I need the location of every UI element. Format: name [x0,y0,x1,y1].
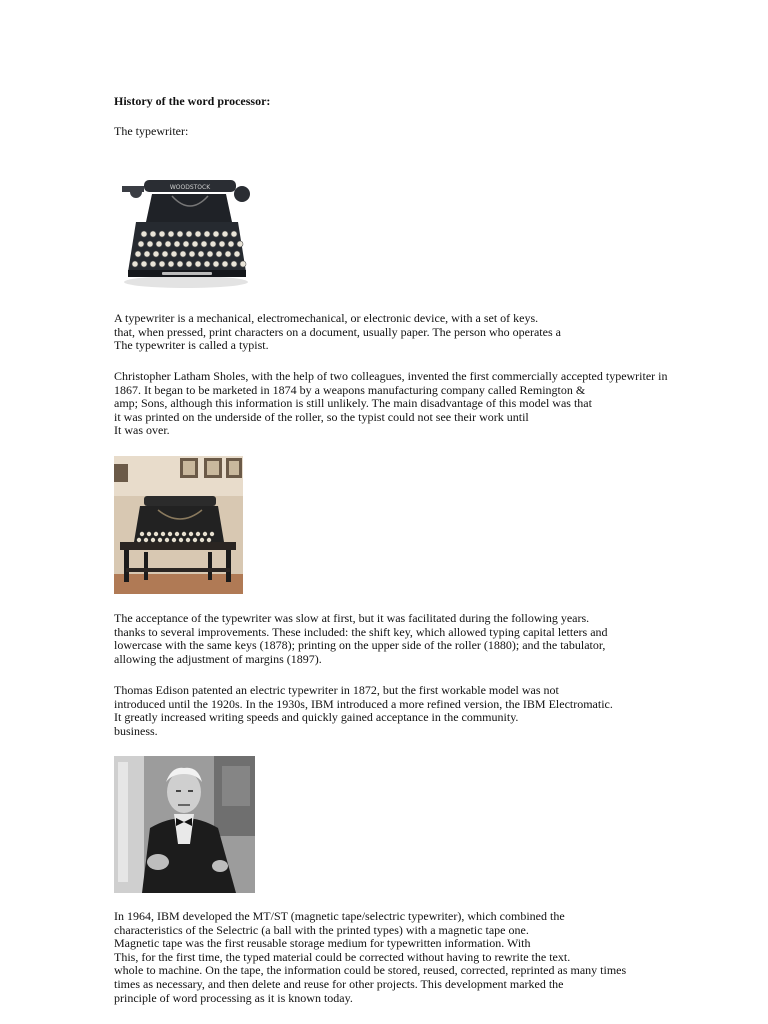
paragraph-ibm-mtst [114,910,626,1005]
text-line: Magnetic tape was the first reusable storage medium for typewritten information. With [114,936,531,951]
text-line: 1867. It began to be marketed in 1874 by a weapons manufacturing company called Remington & [114,382,586,397]
text-line: characteristics of the Selectric (a ball with the printed types) with a magnetic tape one. [114,922,529,937]
paragraph-acceptance [114,612,608,666]
text-line: The typewriter is called a typist. [114,338,269,353]
text-line: It was over. [114,423,170,438]
text-line: allowing the adjustment of margins (1897). [114,651,322,666]
typewriter-brand-label: WOODSTOCK [169,184,211,191]
text-line: principle of word processing as it is known today. [114,990,353,1005]
text-line: whole to machine. On the tape, the information could be stored, reused, corrected, reprinted as many times [114,963,627,978]
text-line: thanks to several improvements. These included: the shift key, which allowed typing capital letters and [114,624,608,639]
section-heading: The typewriter: [114,124,189,138]
text-line: introduced until the 1920s. In the 1930s, IBM introduced a more refined version, the IBM Electromatic. [114,696,613,711]
text-line: amp; Sons, although this information is still unlikely. The main disadvantage of this model was that [114,396,592,411]
text-line: It greatly increased writing speeds and quickly gained acceptance in the community. [114,710,519,725]
woodstock-typewriter-photo [114,160,259,295]
thomas-edison-portrait-photo [114,756,255,893]
text-line: lowercase with the same keys (1878); printing on the upper side of the roller (1880); and the tabulator, [114,638,606,653]
text-line: that, when pressed, print characters on a document, usually paper. The person who operates a [114,324,561,339]
sholes-typewriter-photo [114,456,243,594]
text-line: This, for the first time, the typed material could be corrected without having to rewrite the text. [114,949,571,964]
paragraph-typewriter-definition [114,312,561,353]
text-line: The acceptance of the typewriter was slow at first, but it was facilitated during the following years. [114,611,590,625]
text-line: Christopher Latham Sholes, with the help of two colleagues, invented the first commercially accepted typewriter in [114,369,668,383]
text-line: Thomas Edison patented an electric typewriter in 1872, but the first workable model was not [114,683,559,697]
text-line: In 1964, IBM developed the MT/ST (magnetic tape/selectric typewriter), which combined the [114,909,565,923]
text-line: it was printed on the underside of the roller, so the typist could not see their work until [114,409,529,424]
text-line: times as necessary, and then delete and reuse for other projects. This development marked the [114,976,564,991]
paragraph-edison [114,684,613,738]
document-title: History of the word processor: [114,94,271,108]
text-line: A typewriter is a mechanical, electromechanical, or electronic device, with a set of keys. [114,311,539,325]
text-line: business. [114,723,158,738]
paragraph-sholes [114,370,668,438]
